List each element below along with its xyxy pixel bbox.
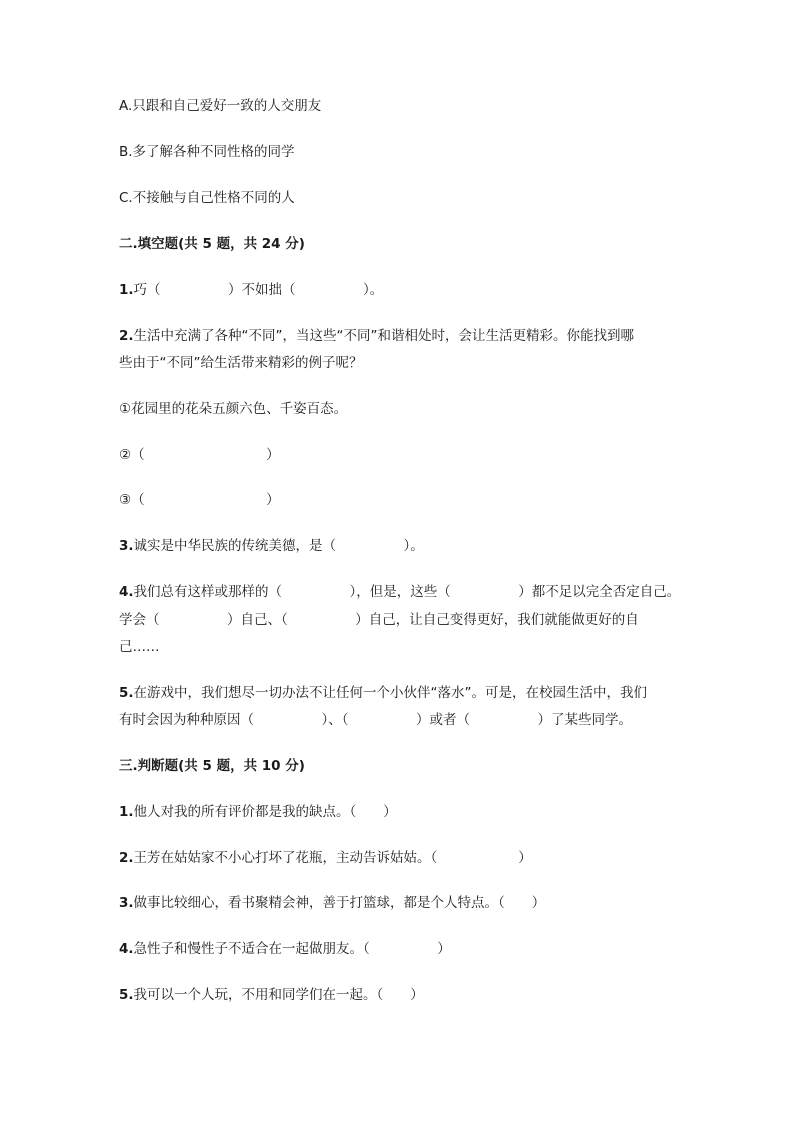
option-b: B.多了解各种不同性格的同学 xyxy=(119,144,295,160)
fill-question-5 xyxy=(119,684,647,702)
question-number: 3. xyxy=(119,538,134,554)
question-number: 4. xyxy=(119,941,134,957)
fill-question-4-line2: 学会（ ）自己、（ ）自己，让自己变得更好，我们就能做更好的自 xyxy=(119,612,639,628)
judge-question-2 xyxy=(119,849,532,867)
question-number: 5. xyxy=(119,685,134,701)
question-number: 1. xyxy=(119,804,134,820)
fill-question-4 xyxy=(119,583,680,601)
question-number: 5. xyxy=(119,987,134,1003)
fill-question-1 xyxy=(119,281,383,299)
fill-question-2-item1: ①花园里的花朵五颜六色、千姿百态。 xyxy=(119,401,348,417)
question-text: 在游戏中，我们想尽一切办法不让任何一个小伙伴“落水”。可是，在校园生活中，我们 xyxy=(133,685,648,701)
question-number: 2. xyxy=(119,850,134,866)
question-text: 诚实是中华民族的传统美德，是（ ）。 xyxy=(133,538,424,554)
fill-question-2-item2: ②（ ） xyxy=(119,447,280,463)
question-number: 3. xyxy=(119,895,134,911)
question-number: 1. xyxy=(119,282,134,298)
judge-question-4 xyxy=(119,940,451,958)
option-a: A.只跟和自己爱好一致的人交朋友 xyxy=(119,98,322,114)
judge-question-1 xyxy=(119,803,397,821)
judge-question-5 xyxy=(119,986,424,1004)
question-text: 生活中充满了各种“不同”，当这些“不同”和谐相处时，会让生活更精彩。你能找到哪 xyxy=(133,328,635,344)
question-text: 我们总有这样或那样的（ ），但是，这些（ ）都不足以完全否定自己。 xyxy=(133,584,681,600)
judge-question-3 xyxy=(119,894,545,912)
question-number: 4. xyxy=(119,584,134,600)
section-heading-fill-in: 二.填空题(共 5 题，共 24 分) xyxy=(119,236,305,252)
fill-question-2-line2: 些由于“不同”给生活带来精彩的例子呢？ xyxy=(119,355,363,371)
question-text: 我可以一个人玩，不用和同学们在一起。（ ） xyxy=(133,987,424,1003)
question-text: 他人对我的所有评价都是我的缺点。（ ） xyxy=(133,804,397,820)
fill-question-2-item3: ③（ ） xyxy=(119,492,280,508)
fill-question-4-line3: 己…… xyxy=(119,639,160,655)
fill-question-5-line2: 有时会因为种种原因（ ）、（ ）或者（ ）了某些同学。 xyxy=(119,712,632,728)
fill-question-2 xyxy=(119,327,634,345)
question-text: 做事比较细心，看书聚精会神，善于打篮球，都是个人特点。（ ） xyxy=(133,895,546,911)
question-number: 2. xyxy=(119,328,134,344)
question-text: 王芳在姑姑家不小心打坏了花瓶，主动告诉姑姑。（ ） xyxy=(133,850,532,866)
fill-question-3 xyxy=(119,537,424,555)
question-text: 巧（ ）不如拙（ ）。 xyxy=(133,282,384,298)
section-heading-true-false: 三.判断题(共 5 题，共 10 分) xyxy=(119,758,305,774)
question-text: 急性子和慢性子不适合在一起做朋友。（ ） xyxy=(133,941,451,957)
option-c: C.不接触与自己性格不同的人 xyxy=(119,190,295,206)
